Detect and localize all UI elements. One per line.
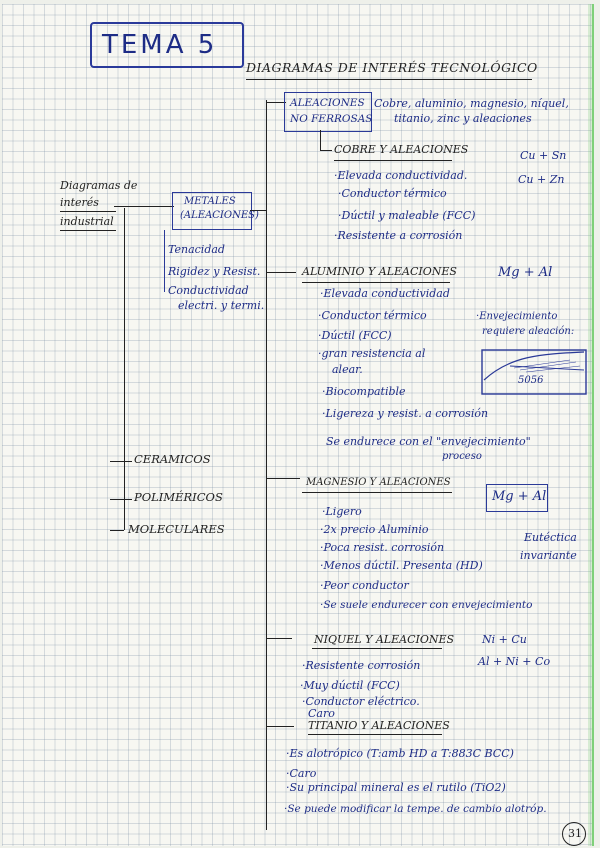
metales-sublabel: (ALEACIONES) (180, 210, 259, 221)
cobre-item-3: · Dúctil y maleable (FCC) (338, 210, 475, 221)
titanio-item-3: · Su principal mineral es el rutilo (TiO2) (286, 782, 506, 793)
page-number: 31 (568, 827, 582, 840)
titanio-underline (308, 734, 442, 735)
metales-to-trunk (250, 210, 266, 211)
magnesio-heading: MAGNESIO Y ALEACIONES (306, 477, 451, 488)
cobre-heading: COBRE Y ALEACIONES (334, 143, 469, 156)
prop-conductividad: Conductividad (168, 284, 249, 297)
aluminio-item-1: · Elevada conductividad (320, 288, 450, 299)
aluminio-branch (266, 272, 296, 273)
magnesio-underline (302, 492, 452, 493)
aluminio-item-4: · gran resistencia al (318, 348, 425, 359)
aluminio-item-6: · Ligereza y resist. a corrosión (322, 408, 488, 419)
magnesio-item-4: · Menos dúctil. Presenta (HD) (320, 560, 483, 571)
tema-box (90, 22, 244, 68)
aluminio-underline (302, 282, 450, 283)
niquel-alloy1: Ni + Cu (482, 633, 527, 646)
trunk-line (266, 100, 267, 830)
title-underline (246, 79, 532, 80)
metales-label: METALES (184, 196, 236, 207)
niquel-heading: NIQUEL Y ALEACIONES (314, 633, 455, 646)
envejecimiento-note: · Envejecimiento (476, 312, 557, 322)
aluminio-item-5: · Biocompatible (322, 386, 406, 397)
niquel-item-4: Caro (308, 707, 335, 720)
root-underline-1 (60, 211, 116, 212)
titanio-item-1: · Es alotrópico (T:amb HD a T:883C BCC) (286, 748, 514, 759)
cobre-item-1: · Elevada conductividad. (334, 170, 467, 181)
root-line1: Diagramas de (60, 179, 138, 192)
no-ferrosas-desc1: Cobre, aluminio, magnesio, níquel, (374, 97, 569, 110)
aluminio-extra: Se endurece con el "envejecimiento" (326, 435, 531, 448)
titanio-heading: TITANIO Y ALEACIONES (308, 719, 450, 732)
titanio-item-2: · Caro (286, 768, 316, 779)
cat-line-1 (110, 461, 132, 462)
no-ferrosas-sublabel: NO FERROSAS (290, 113, 373, 125)
nf-connector-h (320, 150, 332, 151)
cat-line-3 (110, 530, 124, 531)
no-ferrosas-label: ALEACIONES (290, 97, 365, 109)
titanio-item-4: · Se puede modificar la tempe. de cambio alotróp. (284, 804, 547, 815)
niquel-item-1: · Resistente corrosión (302, 660, 420, 671)
niquel-item-3: · Conductor eléctrico. (302, 696, 420, 707)
aluminio-item-3: · Dúctil (FCC) (318, 330, 392, 341)
prop-tenacidad: Tenacidad (168, 243, 225, 256)
categories-trunk (124, 208, 125, 530)
aluminio-alloy: Mg + Al (498, 265, 553, 280)
cobre-item-4: · Resistente a corrosión (334, 230, 462, 241)
eutectic-note2: invariante (520, 549, 577, 562)
magnesio-item-1: · Ligero (322, 506, 362, 517)
cat-line-2 (110, 499, 132, 500)
titanio-branch (266, 726, 294, 727)
niquel-underline (312, 648, 442, 649)
aluminio-heading: ALUMINIO Y ALEACIONES (302, 265, 457, 278)
niquel-branch (266, 638, 292, 639)
cobre-item-2: · Conductor térmico (338, 188, 447, 199)
magnesio-item-2: · 2x precio Aluminio (320, 524, 429, 535)
eutectic-note: Eutéctica (524, 531, 577, 544)
niquel-alloy2: Al + Ni + Co (478, 655, 551, 668)
root-line2: interés (60, 196, 99, 209)
niquel-item-2: · Muy dúctil (FCC) (300, 680, 400, 691)
aluminio-item-4b: alear. (332, 363, 363, 376)
cat-moleculares: MOLECULARES (128, 522, 225, 536)
cat-ceramicos: CERAMICOS (134, 452, 211, 466)
cobre-underline (334, 160, 452, 161)
trunk-top-branch (266, 102, 286, 103)
cobre-alloy1: Cu + Sn (520, 149, 567, 162)
root-underline-2 (60, 230, 116, 231)
aluminio-item-2: · Conductor térmico (318, 310, 427, 321)
main-title: DIAGRAMAS DE INTERÉS TECNOLÓGICO (246, 60, 538, 75)
notebook-page (2, 4, 594, 846)
magnesio-branch (266, 478, 300, 479)
magnesio-item-5: · Peor conductor (320, 580, 409, 591)
magnesio-alloy: Mg + Al (492, 489, 547, 504)
aluminio-extra-2: proceso (442, 451, 482, 462)
magnesio-item-6: · Se suele endurecer con envejecimiento (320, 600, 532, 611)
phase-diagram-sketch (480, 346, 590, 400)
magnesio-item-3: · Poca resist. corrosión (320, 542, 444, 553)
root-line3: industrial (60, 215, 114, 228)
phase-diagram-label: 5056 (518, 375, 544, 386)
prop-conductividad-2: electri. y termi. (178, 299, 265, 312)
props-connector (164, 230, 165, 292)
tema-title: TEMA 5 (102, 30, 218, 60)
prop-rigidez: Rigidez y Resist. (168, 265, 261, 278)
no-ferrosas-desc2: titanio, zinc y aleaciones (394, 112, 532, 125)
nf-connector (320, 130, 321, 150)
cat-polimericos: POLIMÉRICOS (134, 490, 223, 504)
cobre-alloy2: Cu + Zn (518, 173, 565, 186)
envejecimiento-note2: requiere aleación: (482, 326, 575, 337)
root-to-metales-line (114, 206, 174, 207)
